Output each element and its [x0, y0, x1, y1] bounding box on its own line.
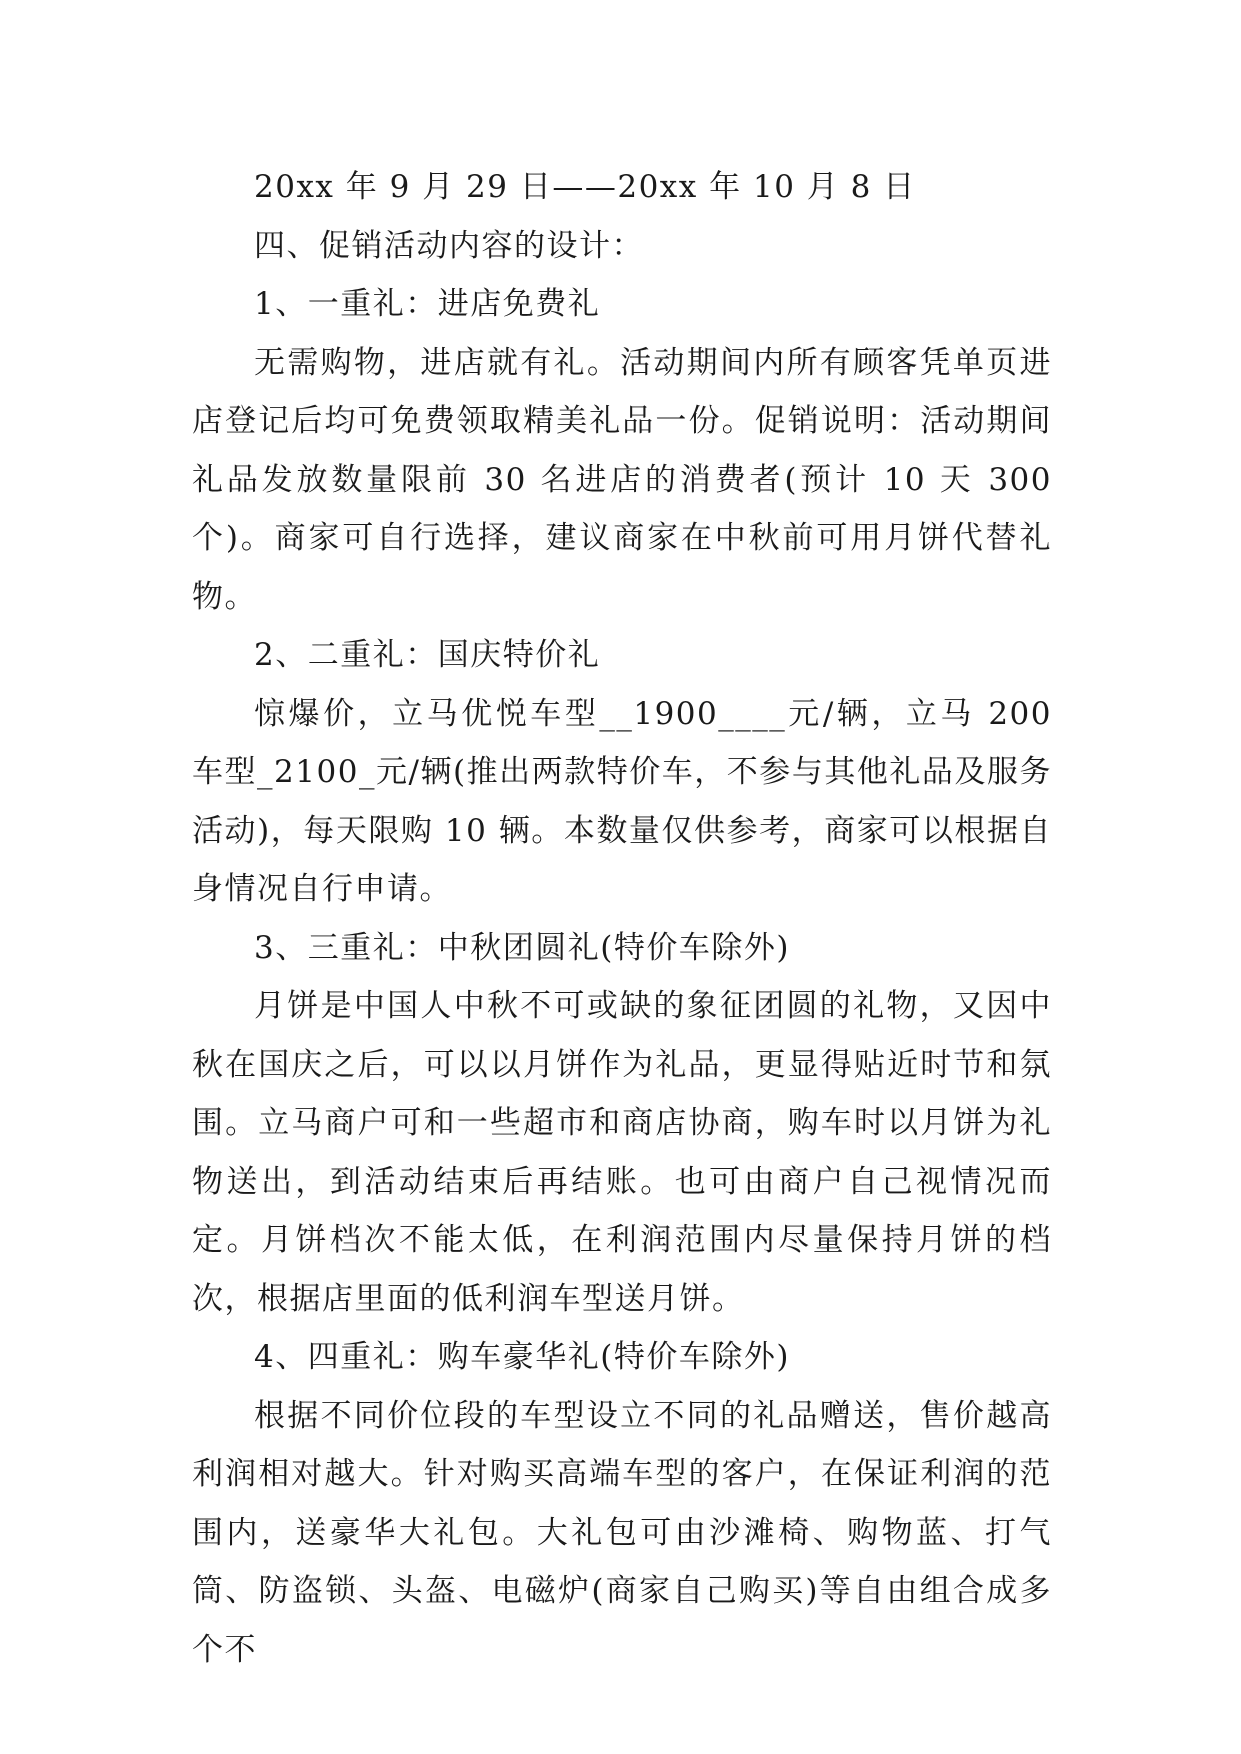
paragraph-gift-2: 惊爆价，立马优悦车型__1900____元/辆，立马 200 车型_2100_元/辆(推出两款特价车，不参与其他礼品及服务活动)，每天限购 10 辆。本数量仅供参考，商家可以根据自身情况自行申请。: [192, 695, 1052, 907]
document-body: [192, 158, 1052, 1679]
subheading-gift-2: 2、二重礼：国庆特价礼: [254, 637, 601, 673]
section-heading-promotion-design: 四、促销活动内容的设计：: [254, 227, 644, 264]
subheading-gift-4: 4、四重礼：购车豪华礼(特价车除外): [254, 1339, 790, 1375]
subheading-gift-3: 3、三重礼：中秋团圆礼(特价车除外): [254, 929, 790, 966]
subheading-gift-1: 1、一重礼：进店免费礼: [254, 286, 601, 322]
paragraph-gift-4: 根据不同价位段的车型设立不同的礼品赠送，售价越高利润相对越大。针对购买高端车型的客户，在保证利润的范围内，送豪华大礼包。大礼包可由沙滩椅、购物蓝、打气筒、防盗锁、头盔、电磁炉(商家自己购买)等自由组合成多个不: [192, 1397, 1052, 1668]
paragraph-activity-dates: 20xx 年 9 月 29 日——20xx 年 10 月 8 日: [254, 169, 916, 205]
paragraph-gift-1: 无需购物，进店就有礼。活动期间内所有顾客凭单页进店登记后均可免费领取精美礼品一份。促销说明：活动期间礼品发放数量限前 30 名进店的消费者(预计 10 天 300 个)。商家可自行选择，建议商家在中秋前可用月饼代替礼物。: [192, 344, 1052, 615]
paragraph-gift-3: 月饼是中国人中秋不可或缺的象征团圆的礼物，又因中秋在国庆之后，可以以月饼作为礼品，更显得贴近时节和氛围。立马商户可和一些超市和商店协商，购车时以月饼为礼物送出，到活动结束后再结账。也可由商户自己视情况而定。月饼档次不能太低，在利润范围内尽量保持月饼的档次，根据店里面的低利润车型送月饼。: [192, 988, 1052, 1317]
